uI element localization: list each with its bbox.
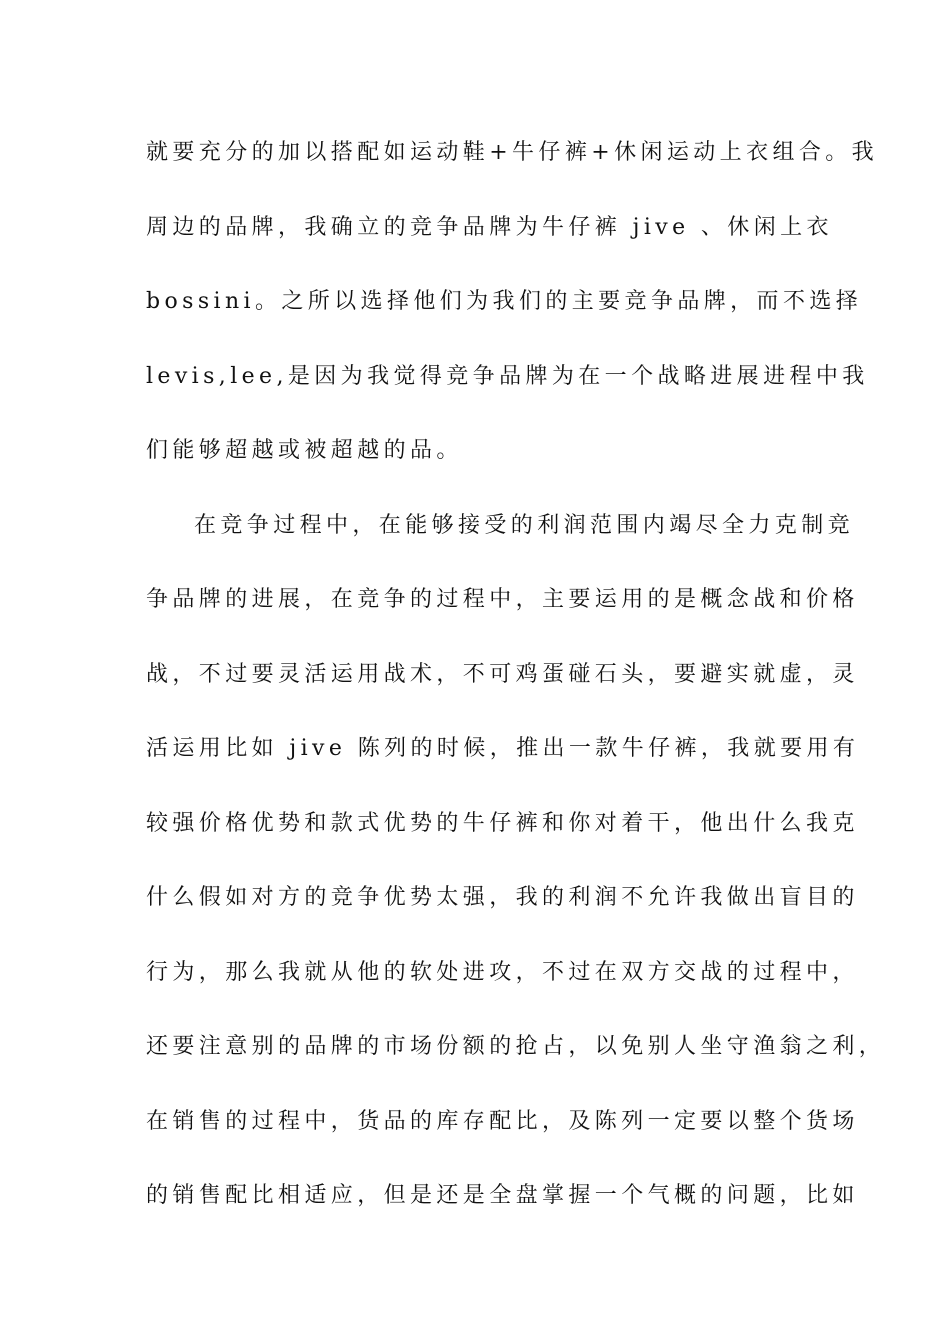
text-line: bossini。之所以选择他们为我们的主要竞争品牌，而不选择 xyxy=(146,289,863,314)
text-line: 活运用比如 jive 陈列的时候，推出一款牛仔裤，我就要用有 xyxy=(146,736,860,761)
text-line: 行为，那么我就从他的软处进攻，不过在双方交战的过程中， xyxy=(146,959,859,985)
text-line: 们能够超越或被超越的品。 xyxy=(146,438,463,463)
text-line: 在销售的过程中，货品的库存配比，及陈列一定要以整个货场 xyxy=(146,1108,859,1134)
text-line: 的销售配比相适应，但是还是全盘掌握一个气概的问题，比如 xyxy=(146,1183,859,1208)
text-line: 争品牌的进展，在竞争的过程中，主要运用的是概念战和价格 xyxy=(146,587,859,612)
text-line: 较强价格优势和款式优势的牛仔裤和你对着干，他出什么我克 xyxy=(146,810,859,836)
body-text xyxy=(146,128,886,1246)
text-line: 周边的品牌，我确立的竞争品牌为牛仔裤 jive 、休闲上衣 xyxy=(146,214,833,240)
text-line: 战，不过要灵活运用战术，不可鸡蛋碰石头，要避实就虚，灵 xyxy=(146,661,859,687)
text-line: 就要充分的加以搭配如运动鞋+牛仔裤+休闲运动上衣组合。我 xyxy=(146,140,879,165)
text-line: 还要注意别的品牌的市场份额的抢占，以免别人坐守渔翁之利， xyxy=(146,1034,886,1059)
paragraph-start-line: 在竞争过程中，在能够接受的利润范围内竭尽全力克制竞 xyxy=(194,512,855,538)
text-line: 什么假如对方的竞争优势太强，我的利润不允许我做出盲目的 xyxy=(146,885,859,910)
text-line: levis,lee,是因为我觉得竞争品牌为在一个战略进展进程中我 xyxy=(146,363,869,389)
